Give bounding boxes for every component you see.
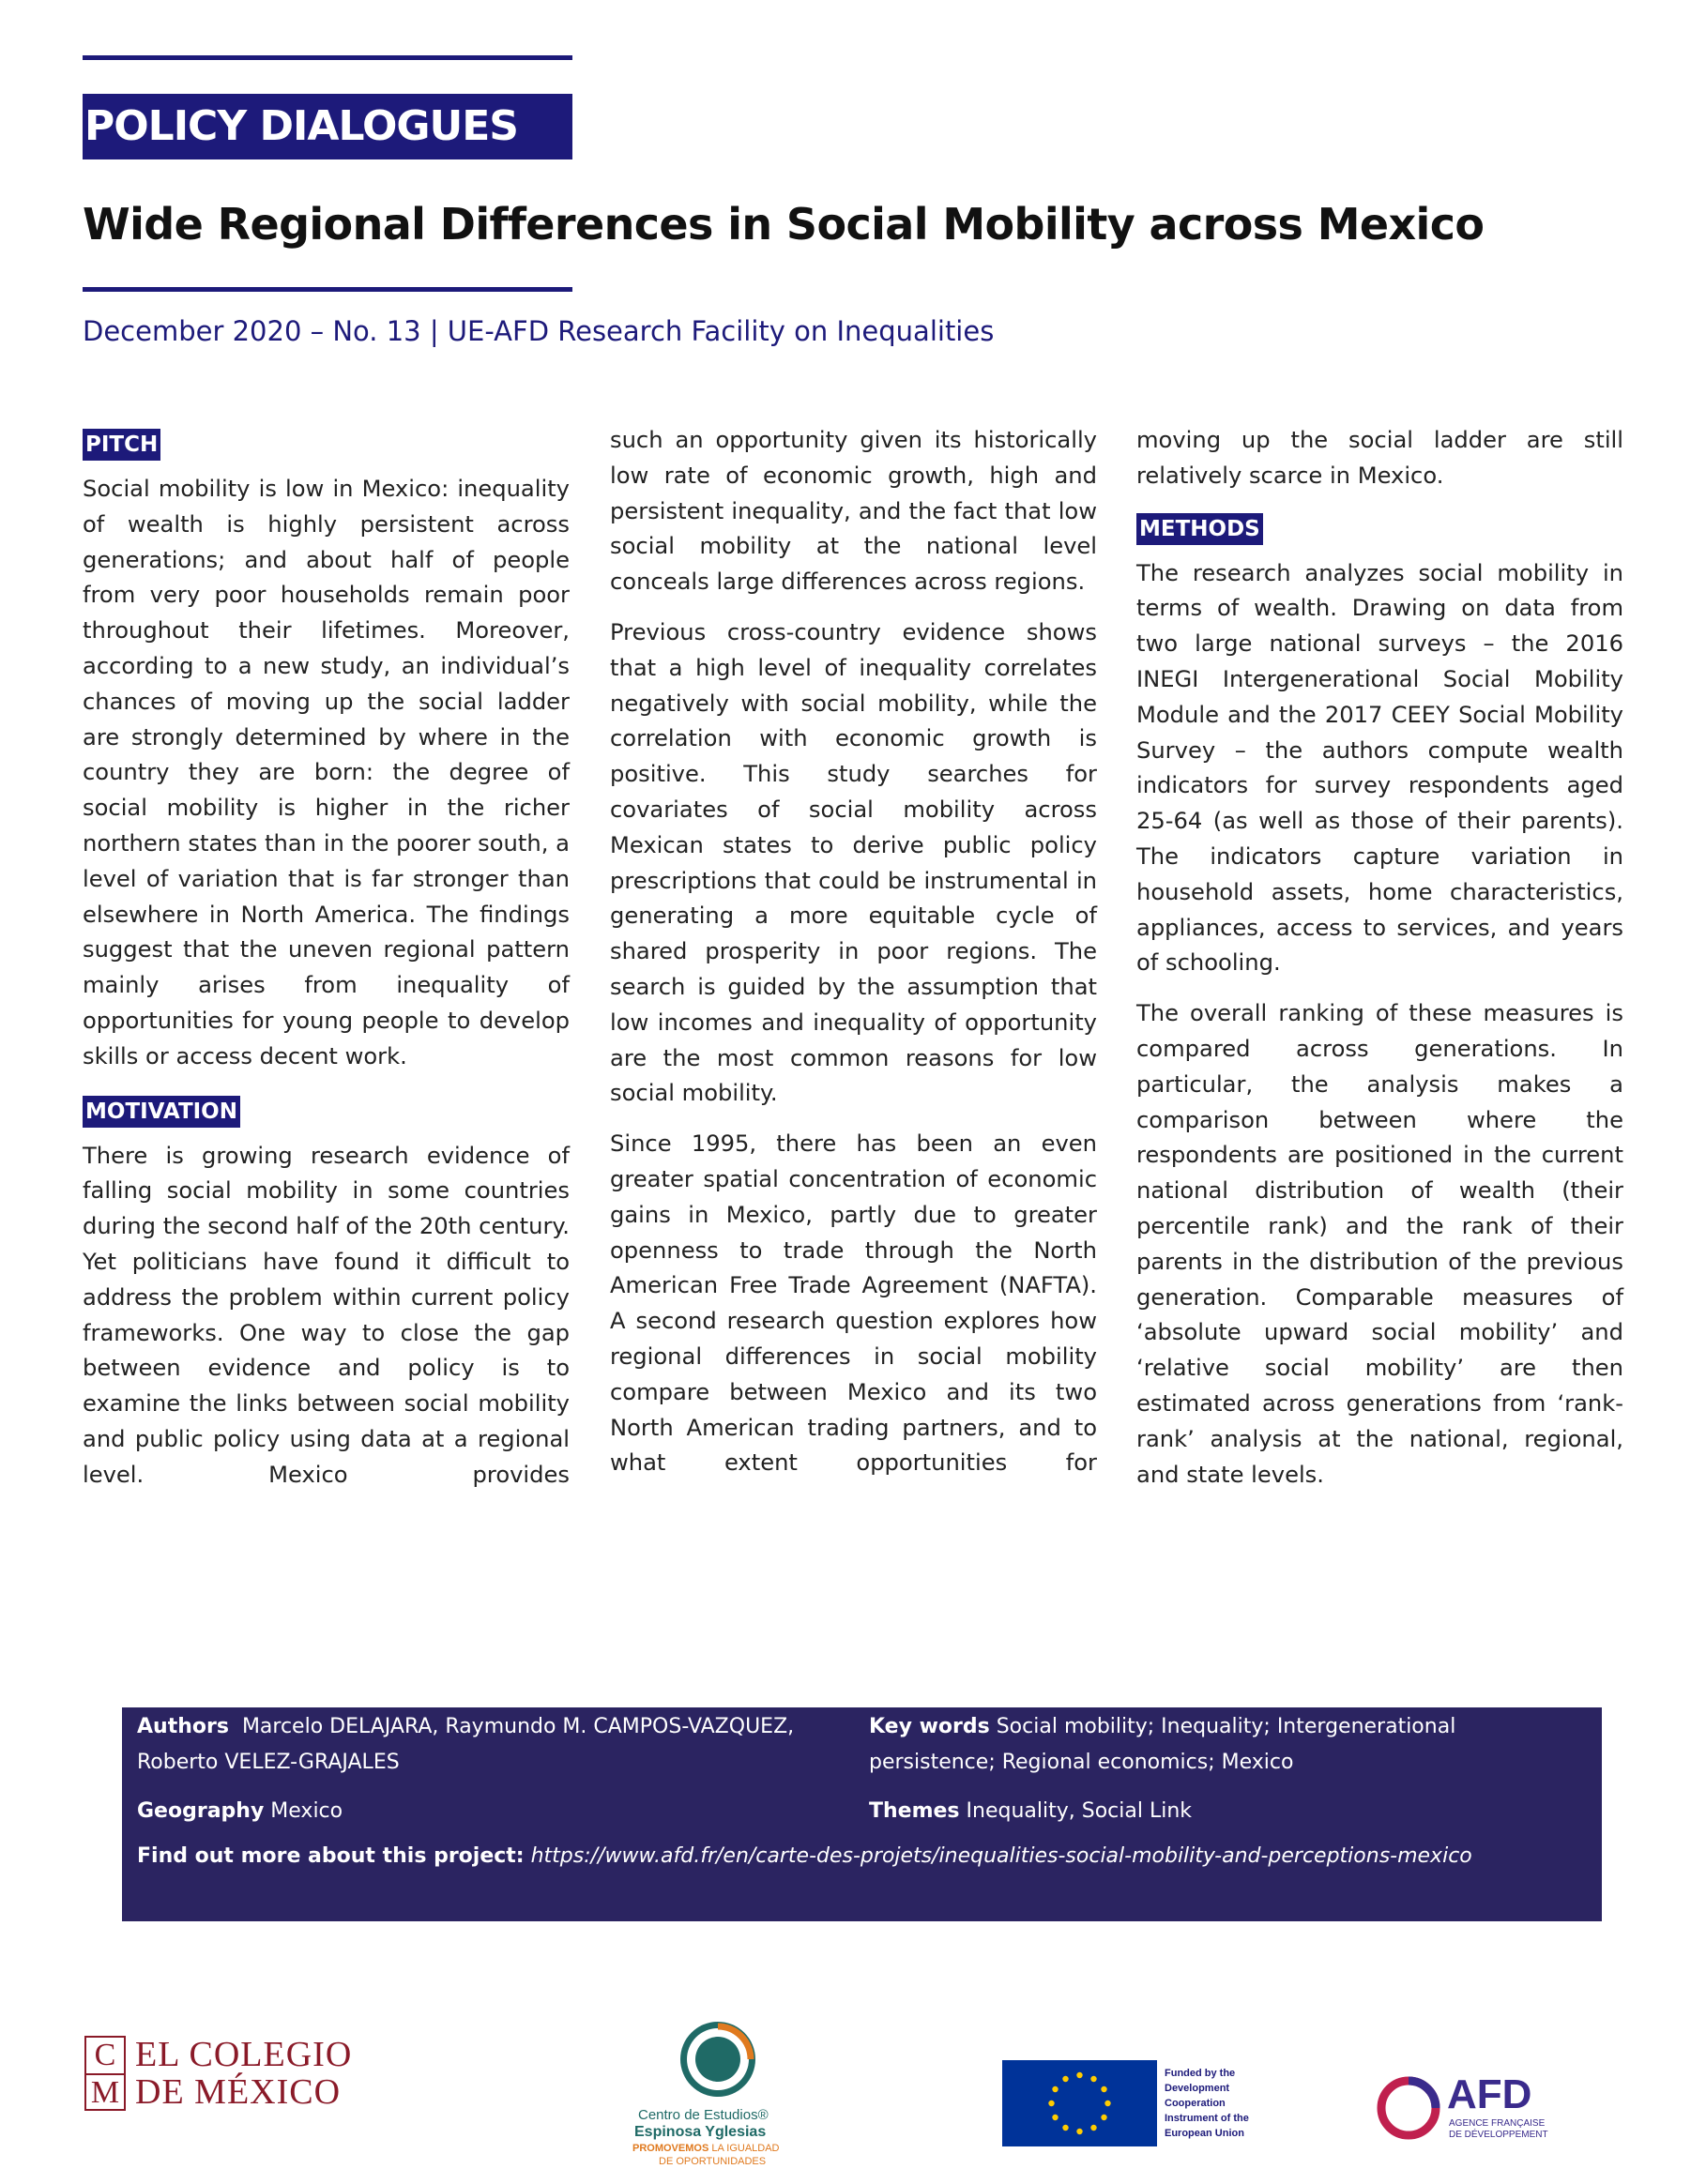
colmex-mark-m: M [90,2075,120,2110]
motivation-text-1-cont: such an opportunity given its historically low rate of economic growth, high and persistent inequality, and the fact that low social mobility at the national level conceals large differences across regions. [610,427,1097,596]
keywords-value: Social mobility; Inequality; Intergenerational persistence; Regional economics; Mexico [869,1715,1456,1774]
project-block [137,1841,1507,1873]
methods-heading: METHODS [1136,513,1263,545]
afd-line-2: DE DÉVELOPPEMENT [1449,2130,1548,2140]
project-label: Find out more about this project: [137,1844,525,1868]
eu-flag-icon [1002,2060,1157,2146]
themes-value: Inequality, Social Link [966,1799,1193,1823]
ceey-tagline-b: LA IGUALDAD [708,2143,780,2154]
pitch-text: Social mobility is low in Mexico: inequality of wealth is highly persistent across generations; and about half of people from very poor households remain poor throughout their lifetimes. Moreover, according to a new study, an individual’s chances of moving up the social ladder are strongly determined by where in the country they are born: the degree of social mobility is higher in the richer northern states than in the poorer south, a level of variation that is far stronger than elsewhere in North America. The findings suggest that the uneven regional pattern mainly arises from inequality of opportunities for young people to develop skills or access decent work. [83,476,570,1069]
colmex-mark [84,2036,126,2111]
pitch-heading: PITCH [83,429,160,461]
colmex-name-2: DE MÉXICO [135,2072,342,2112]
authors-label: Authors [137,1715,229,1738]
motivation-text-3-cont: moving up the social ladder are still relatively scarce in Mexico. [1136,427,1623,489]
column-2 [610,423,1097,1496]
ceey-logo [631,2017,818,2172]
geography-value: Mexico [270,1799,343,1823]
keywords-label: Key words [869,1715,990,1738]
authors-value: Marcelo DELAJARA, Raymundo M. CAMPOS-VAZQUEZ, Roberto VELEZ-GRAJALES [137,1715,795,1774]
afd-line-1: AGENCE FRANÇAISE [1449,2118,1546,2129]
project-link[interactable]: https://www.afd.fr/en/carte-des-projets/inequalities-social-mobility-and-perceptions-mexico [530,1844,1472,1868]
ceey-name: Centro de Estudios® [638,2107,769,2123]
eu-logo [1002,2060,1274,2146]
themes-block [869,1794,1192,1829]
colmex-mark-c: C [86,2038,124,2075]
themes-label: Themes [869,1799,960,1823]
afd-logo [1376,2071,1582,2141]
motivation-heading: MOTIVATION [83,1096,240,1128]
ceey-tagline-a: PROMOVEMOS [632,2143,709,2154]
motivation-text-3: Since 1995, there has been an even greater spatial concentration of economic gains in Mexico, partly due to greater openness to trade through the North American Free Trade Agreement (NAFTA). A second research question explores how regional differences in social mobility compare between Mexico and its two North American trading partners, and to what extent opportunities for [610,1130,1097,1477]
issue-subtitle: December 2020 – No. 13 | UE-AFD Research Facility on Inequalities [83,315,995,347]
title-rule [83,287,572,292]
colmex-logo [84,2036,366,2111]
ceey-name-2: Espinosa Yglesias [634,2124,767,2140]
ceey-tagline [632,2143,780,2154]
methods-text-2: The overall ranking of these measures is compared across generations. In particular, the analysis makes a comparison between where the respondents are positioned in the current national distribution of wealth (their percentile rank) and the rank of their parents in the distribution of the previous generation. Comparable measures of ‘absolute upward social mobility’ and ‘relative social mobility’ are then estimated across generations from ‘rank-rank’ analysis at the national, regional, and state levels. [1136,1000,1623,1488]
top-rule [83,55,572,60]
column-3 [1136,423,1623,1508]
page-title: Wide Regional Differences in Social Mobility across Mexico [83,199,1485,250]
geography-label: Geography [137,1799,265,1823]
eu-funding-text: Funded by the Development Cooperation Instrument of the European Union [1165,2068,1249,2139]
keywords-block [869,1709,1526,1781]
motivation-text-2: Previous cross-country evidence shows that a high level of inequality correlates negatively with social mobility, while the correlation with economic growth is positive. This study searches for covariates of social mobility across Mexican states to derive public policy prescriptions that could be instrumental in generating a more equitable cycle of shared prosperity in poor regions. The search is guided by the assumption that low incomes and inequality of opportunity are the most common reasons for low social mobility. [610,618,1097,1107]
methods-text-1: The research analyzes social mobility in terms of wealth. Drawing on data from two large national surveys – the 2016 INEGI Intergenerational Social Mobility Module and the 2017 CEEY Social Mobility Survey – the authors compute wealth indicators for survey respondents aged 25-64 (as well as those of their parents). The indicators capture variation in household assets, home characteristics, appliances, access to services, and years of schooling. [1136,559,1623,977]
afd-name: AFD [1447,2071,1532,2117]
ceey-emblem-icon [676,2017,760,2101]
afd-ring-icon [1376,2075,1441,2141]
project-info-box [122,1707,1602,1921]
colmex-name-1: EL COLEGIO [135,2035,353,2074]
column-1 [83,427,570,1509]
authors-block [137,1709,850,1781]
series-badge: POLICY DIALOGUES [83,94,572,159]
ceey-tagline-c: DE OPORTUNIDADES [659,2156,767,2167]
geography-block [137,1794,343,1829]
motivation-text-1: There is growing research evidence of falling social mobility in some countries during the second half of the 20th century. Yet politicians have found it difficult to address the problem within current policy frameworks. One way to close the gap between evidence and policy is to examine the links between social mobility and public policy using data at a regional level. Mexico provides [83,1142,570,1488]
